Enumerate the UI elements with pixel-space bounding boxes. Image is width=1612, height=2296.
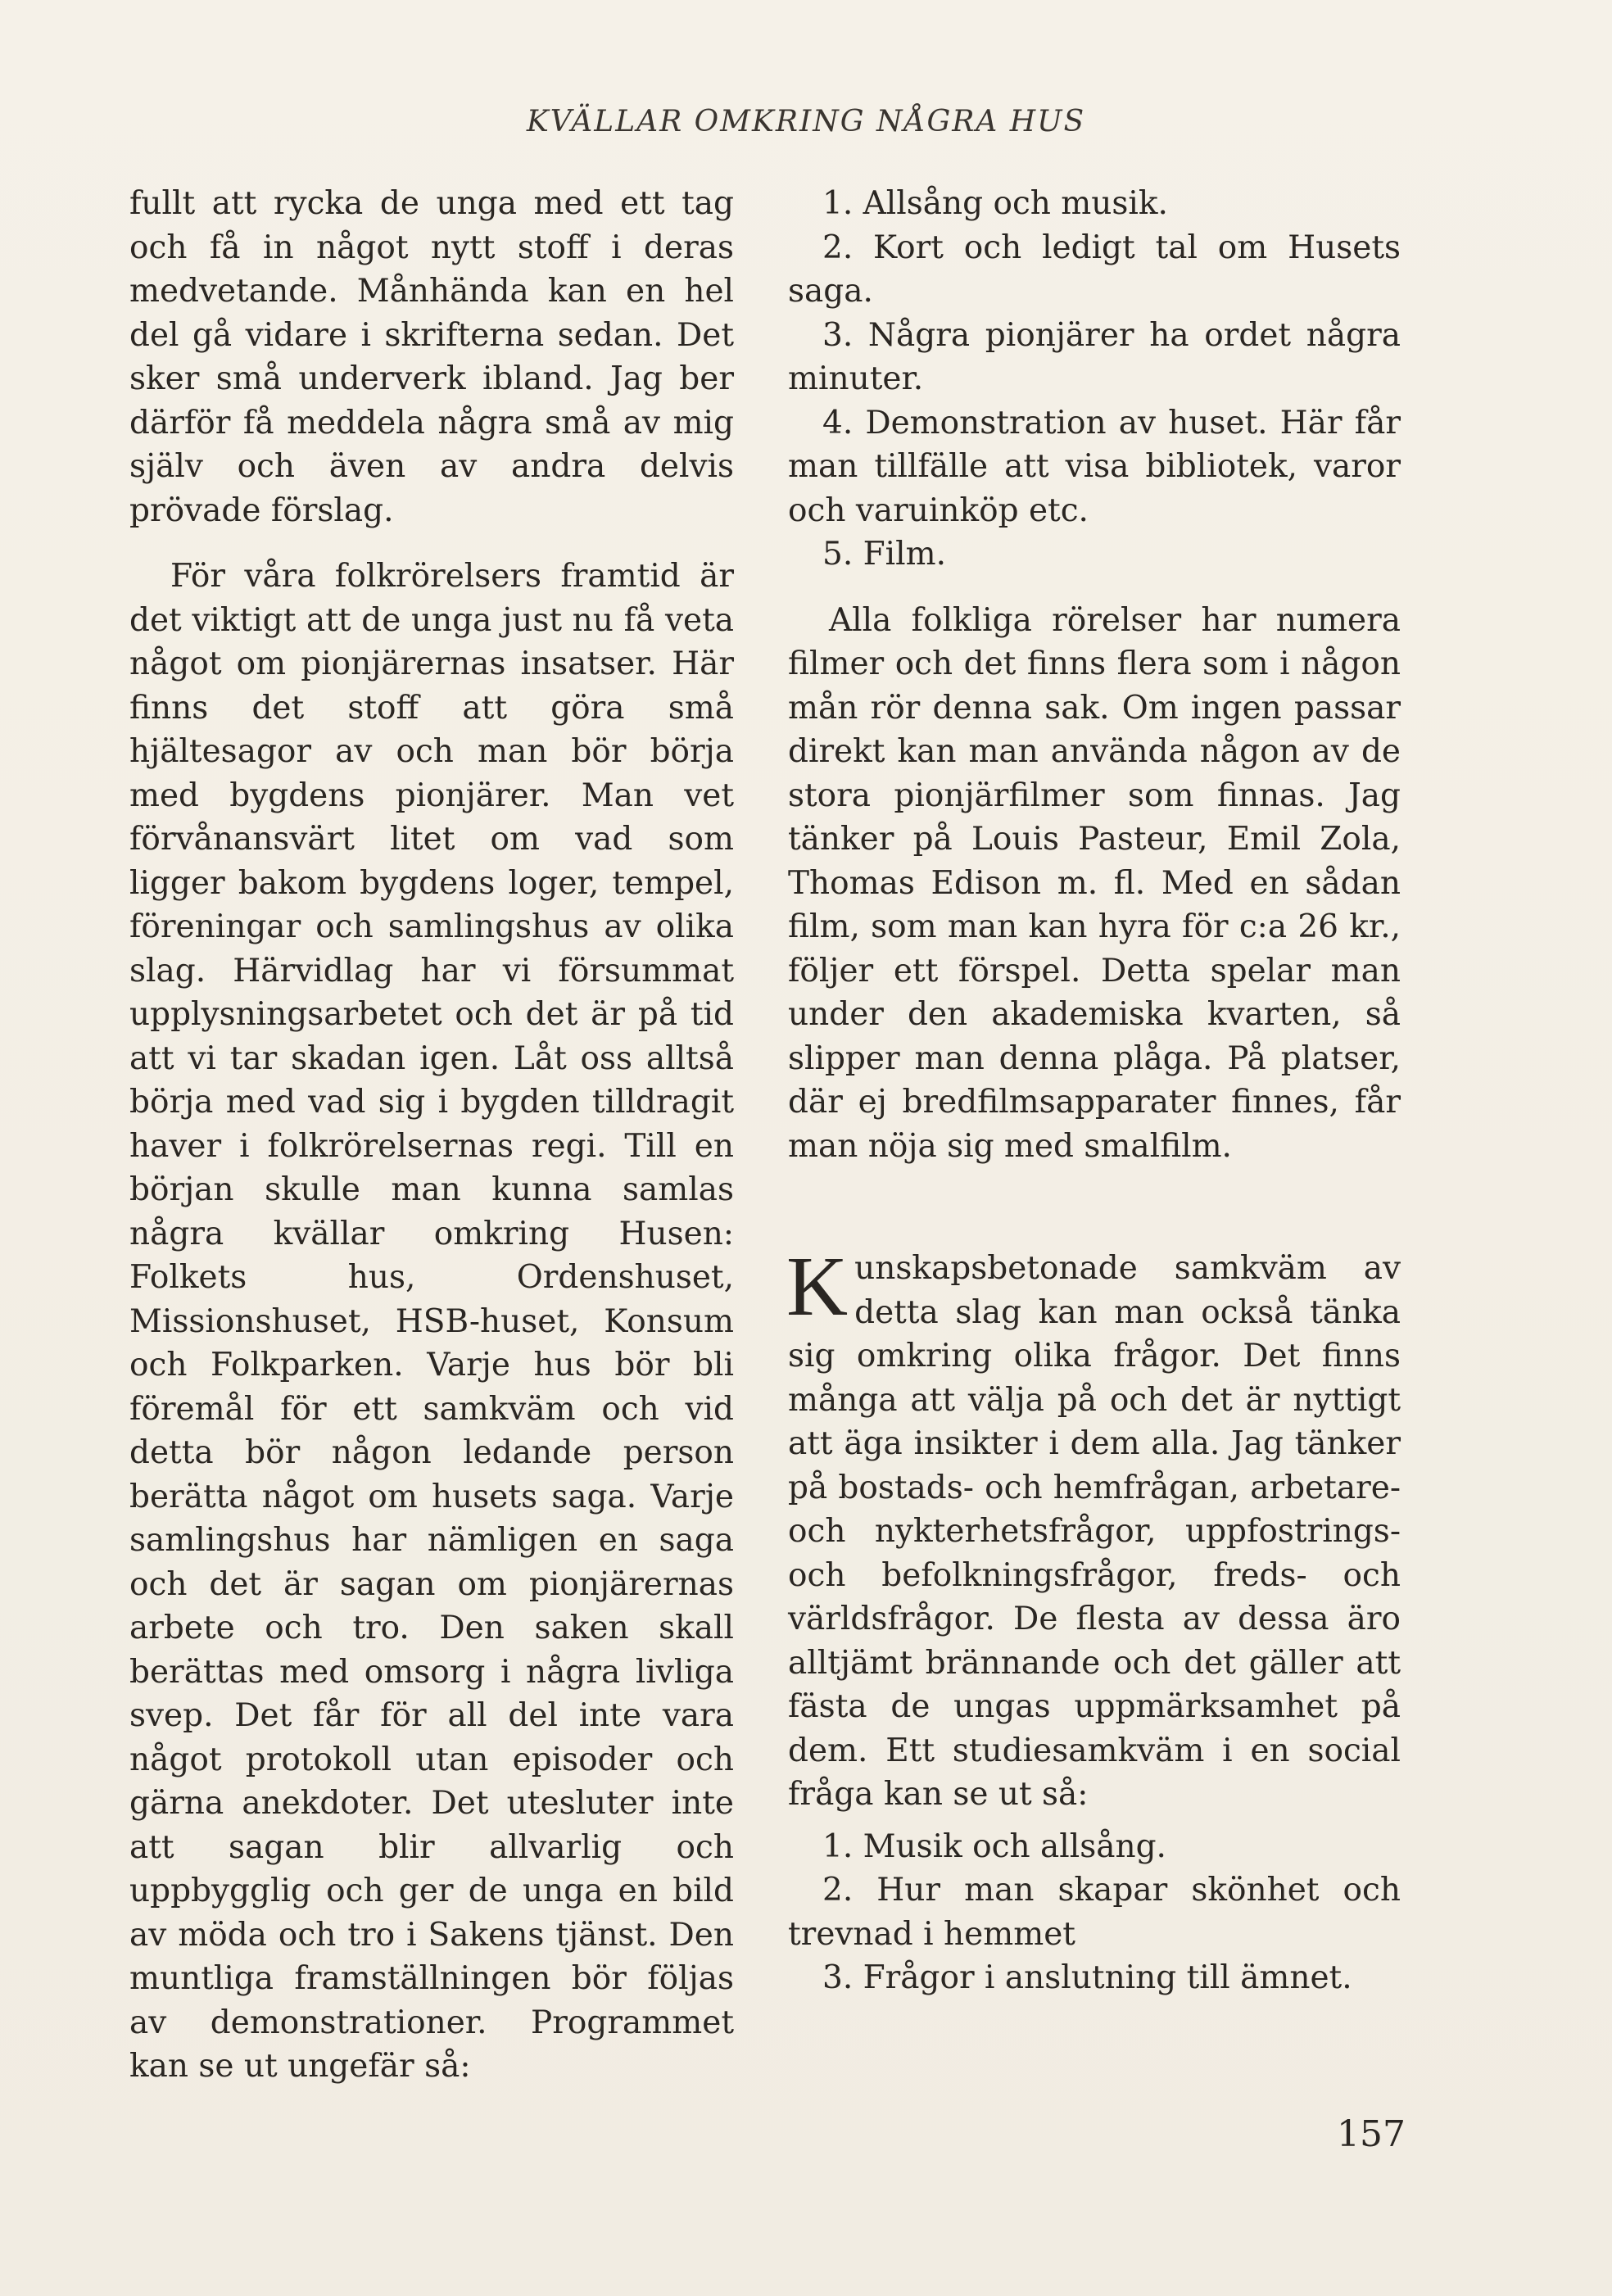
program-list-item-3: 3. Några pionjärer ha ordet några minuter. — [788, 316, 1401, 397]
paragraph-1: fullt att rycka de unga med ett tag och få in något nytt stoff i deras medvetande. Månhända kan en hel del gå vidare i skrifterna sedan. Det sker små underverk ibland. Jag ber därför få meddela några små av mig själv och även av andra delvis prövade förslag. — [129, 185, 734, 529]
program-list-item-5: 5. Film. — [822, 536, 946, 573]
left-column — [129, 182, 734, 2089]
program-list-item-1: 1. Allsång och musik. — [822, 185, 1168, 222]
running-header: KVÄLLAR OMKRING NÅGRA HUS — [526, 105, 1086, 138]
study-list-item-3: 3. Frågor i anslutning till ämnet. — [822, 1959, 1352, 1996]
drop-cap: K — [786, 1239, 849, 1334]
paragraph-4-text: unskapsbetonade samkväm av detta slag kan man också tänka sig omkring olika frågor. Det finns många att välja på och det är nyttigt att äga insikter i dem alla. Jag tänker på bostads- och hemfrågan, arbetare- och nykterhetsfrågor, uppfostrings- och befolkningsfrågor, freds- och världsfrågor. De flesta av dessa äro alltjämt brännande och det gäller att fästa de ungas uppmärksamhet på dem. Ett studiesamkväm i en social fråga kan se ut så: — [788, 1250, 1401, 1813]
right-column — [788, 182, 1401, 2000]
page-number: 157 — [1337, 2113, 1406, 2155]
paragraph-3: Alla folkliga rörelser har numera filmer och det finns flera som i någon mån rör denna sak. Om ingen passar direkt kan man använda någon av de stora pionjärfilmer som finnas. Jag tänker på Louis Pasteur, Emil Zola, Thomas Edison m. fl. Med en sådan film, som man kan hyra för c:a 26 kr., följer ett förspel. Detta spelar man under den akademiska kvarten, så slipper man denna plåga. På platser, där ej bredfilmsapparater finnes, får man nöja sig med smalfilm. — [788, 601, 1401, 1165]
study-list-item-2: 2. Hur man skapar skönhet och trevnad i hemmet — [788, 1872, 1401, 1953]
study-list-item-1: 1. Musik och allsång. — [822, 1827, 1166, 1865]
paragraph-2: För våra folkrörelsers framtid är det viktigt att de unga just nu få veta något om pionjärernas insatser. Här finns det stoff att göra små hjältesagor av och man bör börja med bygdens pionjärer. Man vet förvånansvärt litet om vad som ligger bakom bygdens loger, tempel, föreningar och samlingshus av olika slag. Härvidlag har vi försummat upplysningsarbetet och det är på tid att vi tar skadan igen. Låt oss alltså börja med vad sig i bygden tilldragit haver i folkrörelsernas regi. Till en början skulle man kunna samlas några kvällar omkring Husen: Folkets hus, Ordenshuset, Missionshuset, HSB-huset, Konsum och Folkparken. Varje hus bör bli föremål för ett samkväm och vid detta bör någon ledande person berätta något om husets saga. Varje samlingshus har nämligen en saga och det är sagan om pionjärernas arbete och tro. Den saken skall berättas med omsorg i några livliga svep. Det får för all del inte vara något protokoll utan episoder och gärna anekdoter. Det utesluter inte att sagan blir allvarlig och uppbygglig och ger de unga en bild av möda och tro i Sakens tjänst. Den muntliga framställningen bör följas av demonstrationer. Programmet kan se ut ungefär så: — [129, 558, 734, 2085]
program-list-item-4: 4. Demonstration av huset. Här får man tillfälle att visa bibliotek, varor och varuinköp etc. — [788, 404, 1401, 529]
program-list-item-2: 2. Kort och ledigt tal om Husets saga. — [788, 229, 1401, 310]
paragraph-4 — [786, 1239, 1401, 1817]
